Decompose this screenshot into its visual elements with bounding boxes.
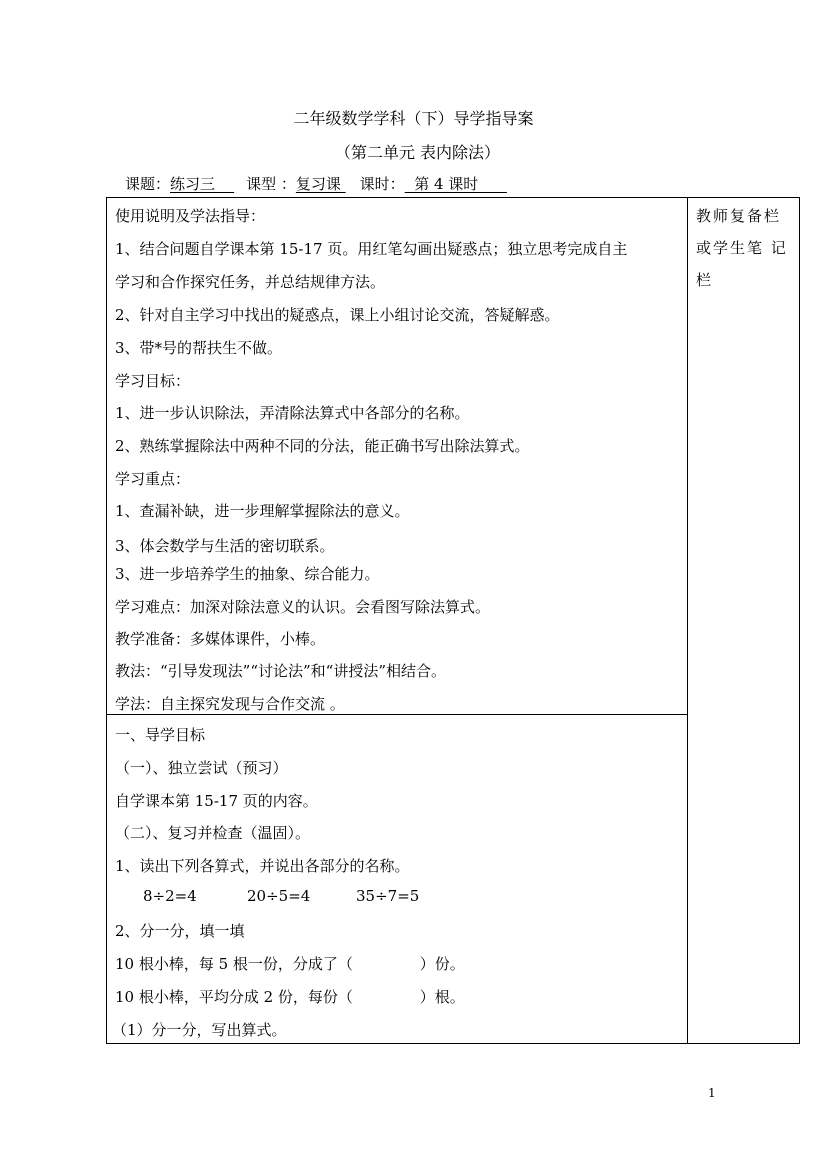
lesson-value: 练习三 (170, 175, 235, 193)
column-divider (687, 198, 688, 1043)
text-line: 教法：“引导发现法”“讨论法”和“讲授法”相结合。 (115, 662, 447, 680)
text-line: 1、结合问题自学课本第 15-17 页。用红笔勾画出疑惑点；独立思考完成自主 (115, 240, 628, 258)
text-line: （1）分一分，写出算式。 (112, 1021, 287, 1039)
text-line: 学法：自主探究发现与合作交流 。 (115, 695, 345, 713)
type-label: 课型 ： (246, 175, 296, 193)
section-heading: 学习重点： (115, 470, 191, 488)
text-line: 2、熟练掌握除法中两种不同的分法，能正确书写出除法算式。 (115, 437, 530, 455)
page-number: 1 (708, 1086, 716, 1100)
text-line: 1、进一步认识除法，弄清除法算式中各部分的名称。 (115, 404, 470, 422)
lesson-info-row (125, 173, 507, 194)
text-line: 2、针对自主学习中找出的疑惑点，课上小组讨论交流，答疑解惑。 (115, 306, 560, 324)
text-line: 学习和合作探究任务，并总结规律方法。 (115, 273, 386, 291)
fill-in-line: 10 根小棒，平均分成 2 份，每份（ ）根。 (115, 988, 465, 1006)
text-line: 学习难点：加深对除法意义的认识。会看图写除法算式。 (115, 598, 491, 616)
section-heading: 学习目标： (115, 372, 191, 390)
text-line: 1、查漏补缺，进一步理解掌握除法的意义。 (115, 502, 410, 520)
section-divider (107, 714, 687, 715)
text-line: （二）、复习并检查（温固）。 (115, 824, 311, 842)
text-line: 1、读出下列各算式，并说出各部分的名称。 (115, 857, 410, 875)
page-subtitle: （第二单元 表内除法） (334, 143, 501, 162)
text-line: 3、体会数学与生活的密切联系。 (115, 537, 335, 555)
equation: 20÷5=4 (247, 887, 311, 905)
lesson-label: 课题： (125, 175, 171, 193)
page-title: 二年级数学学科（下）导学指导案 (293, 109, 534, 128)
section-heading: 一、导学目标 (115, 726, 206, 744)
period-value: 第 4 课时 (404, 175, 507, 193)
text-line: 3、进一步培养学生的抽象、综合能力。 (115, 565, 380, 583)
text-line: 教学准备：多媒体课件，小棒。 (115, 630, 326, 648)
text-line: 使用说明及学法指导： (115, 207, 266, 225)
type-value: 复习课 (295, 175, 346, 193)
text-line: 自学课本第 15-17 页的内容。 (115, 792, 318, 810)
text-line: 3、带*号的帮扶生不做。 (115, 339, 283, 357)
text-line: 2、分一分，填一填 (115, 922, 245, 940)
side-note: 教师复备栏或学生笔 记栏 (696, 207, 788, 289)
text-line: （一）、独立尝试（预习） (115, 759, 288, 777)
equation: 8÷2=4 (143, 887, 197, 905)
equation: 35÷7=5 (356, 887, 420, 905)
period-label: 课时： (359, 175, 405, 193)
fill-in-line: 10 根小棒，每 5 根一份，分成了（ ）份。 (115, 955, 465, 973)
